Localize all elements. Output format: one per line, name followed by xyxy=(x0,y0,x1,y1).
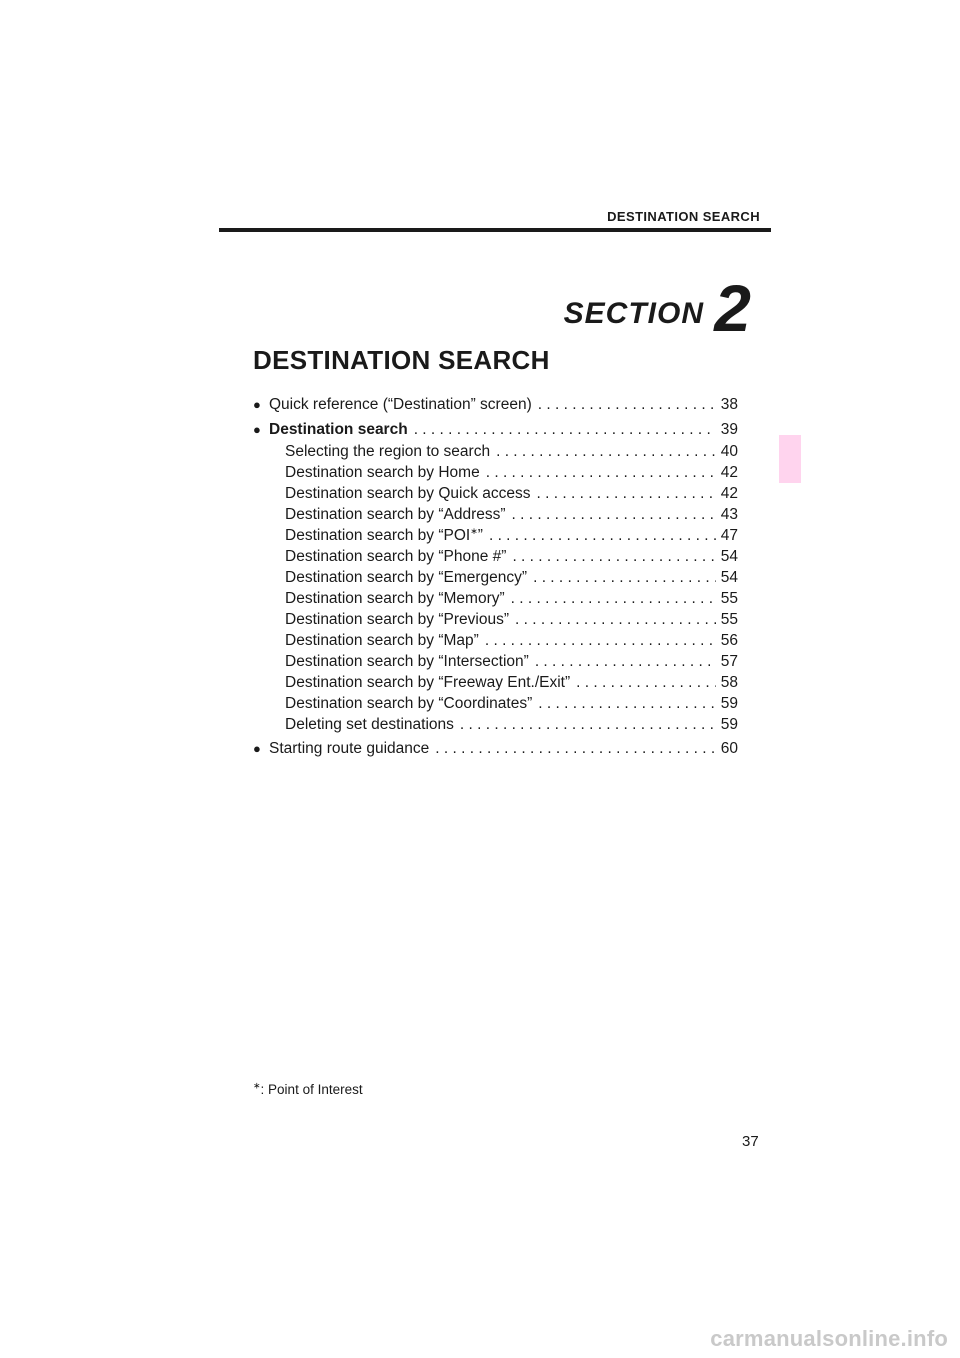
toc-entry-text: Destination search by “POI∗” xyxy=(285,525,483,544)
thumb-index-tab xyxy=(779,435,801,483)
toc-page-number: 59 xyxy=(720,716,738,733)
toc-entry[interactable] xyxy=(253,651,738,673)
toc-entry-text: Destination search by “Emergency” xyxy=(285,569,528,586)
toc-page-number: 55 xyxy=(720,590,738,607)
toc-entry[interactable] xyxy=(253,714,738,736)
toc-entry[interactable] xyxy=(253,441,738,463)
toc-entry-text: Destination search by “Phone #” xyxy=(285,548,507,565)
toc-entry-text: Destination search by “Freeway Ent./Exit” xyxy=(285,674,571,691)
toc-entry[interactable] xyxy=(253,630,738,652)
toc-page-number: 59 xyxy=(720,695,738,712)
dot-leader xyxy=(414,419,716,441)
toc-entry[interactable] xyxy=(253,693,738,715)
page-title: DESTINATION SEARCH xyxy=(253,345,550,375)
dot-leader xyxy=(496,441,716,463)
dot-leader xyxy=(435,738,716,760)
dot-leader xyxy=(538,394,716,416)
toc-entry-text: Destination search by “Intersection” xyxy=(285,653,529,670)
toc-entry-text: Destination search by “Coordinates” xyxy=(285,695,533,712)
dot-leader xyxy=(512,546,716,568)
dot-leader xyxy=(533,567,716,589)
footnote-asterisk: ∗ xyxy=(253,1080,261,1091)
toc-page-number: 40 xyxy=(720,443,738,460)
dot-leader xyxy=(576,672,716,694)
toc-page-number: 38 xyxy=(720,396,738,413)
toc-entry-text: Selecting the region to search xyxy=(285,443,491,460)
dot-leader xyxy=(485,630,716,652)
toc-page-number: 39 xyxy=(720,421,738,438)
asterisk-mark: ∗ xyxy=(470,525,478,536)
toc-page-number: 56 xyxy=(720,632,738,649)
toc-page-number: 43 xyxy=(720,506,738,523)
toc-entry-text: Destination search by “Map” xyxy=(285,632,479,649)
dot-leader xyxy=(538,693,716,715)
toc-page-number: 54 xyxy=(720,569,738,586)
bullet-icon: ● xyxy=(253,397,261,412)
toc-entry[interactable] xyxy=(253,483,738,505)
page-number: 37 xyxy=(742,1133,759,1150)
header-rule xyxy=(219,228,771,232)
bullet-icon: ● xyxy=(253,741,261,756)
dot-leader xyxy=(460,714,716,736)
dot-leader xyxy=(511,588,716,610)
watermark: carmanualsonline.info xyxy=(710,1326,948,1351)
toc-page-number: 58 xyxy=(720,674,738,691)
toc-entry[interactable] xyxy=(253,394,738,416)
footnote-text: : Point of Interest xyxy=(260,1082,363,1097)
toc-page-number: 60 xyxy=(720,740,738,757)
toc-page-number: 42 xyxy=(720,485,738,502)
toc-page-number: 54 xyxy=(720,548,738,565)
toc-entry-text: Destination search by “Memory” xyxy=(285,590,505,607)
toc-page-number: 57 xyxy=(720,653,738,670)
toc-entry[interactable] xyxy=(253,419,738,441)
toc-entry[interactable] xyxy=(253,462,738,484)
toc-page-number: 47 xyxy=(720,527,738,544)
toc-entry[interactable] xyxy=(253,504,738,526)
toc-entry[interactable] xyxy=(253,546,738,568)
toc-entry-text: Destination search by “Previous” xyxy=(285,611,509,628)
section-number: 2 xyxy=(714,271,751,345)
toc-entry-text: Destination search xyxy=(269,421,408,438)
toc-entry[interactable] xyxy=(253,567,738,589)
dot-leader xyxy=(515,609,716,631)
dot-leader xyxy=(537,483,716,505)
section-label: SECTION xyxy=(563,297,704,330)
bullet-icon: ● xyxy=(253,422,261,437)
dot-leader xyxy=(489,525,716,547)
footnote xyxy=(253,1082,363,1097)
toc-entry[interactable] xyxy=(253,588,738,610)
toc-entry-text: Destination search by Quick access xyxy=(285,485,531,502)
toc-entry[interactable] xyxy=(253,609,738,631)
toc-page-number: 42 xyxy=(720,464,738,481)
toc-entry[interactable] xyxy=(253,525,738,547)
dot-leader xyxy=(512,504,716,526)
toc-entry[interactable] xyxy=(253,738,738,760)
toc-entry-text: Quick reference (“Destination” screen) xyxy=(269,396,532,413)
header-title: DESTINATION SEARCH xyxy=(607,209,760,224)
toc-entry-text: Destination search by “Address” xyxy=(285,506,506,523)
toc-entry-text: Deleting set destinations xyxy=(285,716,454,733)
dot-leader xyxy=(486,462,716,484)
dot-leader xyxy=(535,651,716,673)
toc-entry[interactable] xyxy=(253,672,738,694)
toc-entry-text: Destination search by Home xyxy=(285,464,480,481)
toc-page-number: 55 xyxy=(720,611,738,628)
toc-entry-text: Starting route guidance xyxy=(269,740,430,757)
